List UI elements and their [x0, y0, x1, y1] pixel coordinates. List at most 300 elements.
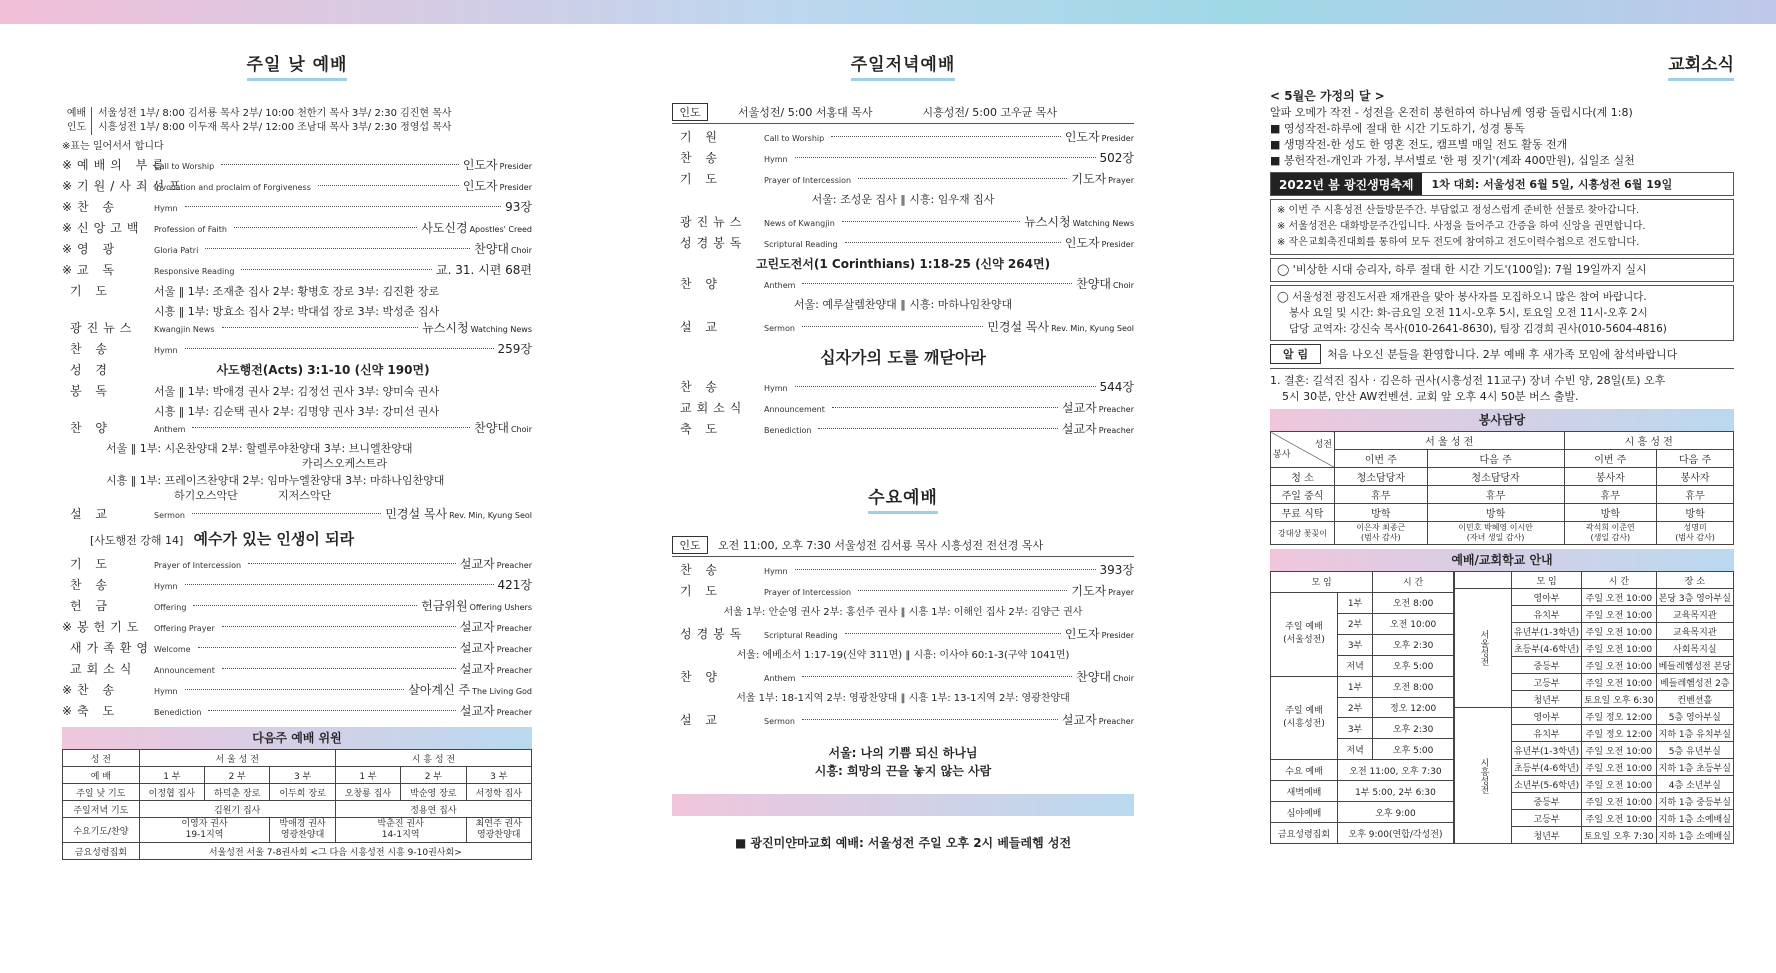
- order-label: 찬 양: [680, 670, 722, 684]
- order-item: [672, 170, 1134, 191]
- order-label: 기 도: [680, 172, 722, 186]
- order-label-en: Responsive Reading: [154, 267, 235, 276]
- order-value-en: Choir: [510, 246, 532, 255]
- order-label-en: Offering: [154, 603, 187, 612]
- evening-title: 주일저녁예배: [672, 50, 1134, 81]
- news-bullet: ■ 생명작전-한 성도 한 영혼 전도, 캠프별 매일 전도 활동 전개: [1270, 138, 1568, 151]
- news-bullet: ■ 봉헌작전-개인과 가정, 부서별로 '한 평 짓기'(계좌 400만원), 십일조 실천: [1270, 154, 1635, 167]
- wednesday-prayer-names: 서울 1부: 안순영 권사 2부: 홍선주 권사 ‖ 시흥 1부: 이해인 집사 2부: 김양근 권사: [723, 607, 1083, 618]
- order-value-en: Preacher: [496, 666, 532, 675]
- anthem-orchestra: 카리스오케스트라: [302, 457, 388, 470]
- order-value: 설교자: [1061, 713, 1097, 727]
- order-label: 축 도: [680, 422, 722, 436]
- schedule-row: 고등부 주일 오전 10:00 지하 1층 소예배실: [1454, 810, 1733, 827]
- anthem-row: [62, 419, 532, 440]
- order-value: 뉴스시청: [422, 321, 469, 335]
- order-label-en: Offering Prayer: [154, 624, 215, 633]
- seoul-times: 서울성전 1부/ 8:00 김서룡 목사 2부/ 10:00 천한기 목사 3부/ 2:30 김진현 목사: [98, 108, 452, 119]
- leader-dots: [241, 269, 432, 270]
- order-label-en: Call to Worship: [764, 134, 825, 143]
- order-value-en: Choir: [510, 425, 532, 434]
- order-value-en: Rev. Min, Kyung Seol: [1051, 324, 1134, 333]
- schedule-row: 3부 오후 2:30: [1271, 718, 1454, 739]
- festival-notes: [1270, 199, 1734, 255]
- order-value: 설교자: [459, 557, 495, 571]
- order-value: 살아계신 주: [408, 683, 471, 697]
- next-week-table: 성 전 서 울 성 전 시 흥 성 전 예 배 1 부 2 부 3 부 1 부 2 부 3 부 주일 낮 기도 이정협 집사 하덕춘 장로 이두희 장로 오창룡 집사 박순영 장로 서정학 집사 주일저녁 기도 김원기 집사 정용연 집사 수요기도/찬양 이영자 권사 19-1지역 박애경 권사 영광찬양대 박춘진 권사 14-1지역 최연주 권사 영광찬양대 금요성령집회 서울성전 서울 7-8권사회 <그 다음 시흥성전 시흥 9-10권사회>: [62, 749, 532, 860]
- schedule-row: 고등부 주일 오전 10:00 베들레헴성전 2층: [1454, 674, 1733, 691]
- order-value: 인도자: [1064, 130, 1100, 144]
- order-item: [672, 561, 1134, 582]
- evening-order-2: [672, 213, 1134, 255]
- flower-cell: 성명미 (범사 감사): [1657, 522, 1734, 545]
- wedding-note: 1. 결혼: 길석진 집사 · 김은하 권사(시흥성전 11교구) 장녀 수빈 양, 28일(토) 오후 5시 30분, 안산 AW컨벤션. 교회 앞 오후 4시 50분 버스 출발.: [1270, 368, 1734, 405]
- order-item: [672, 213, 1134, 234]
- schedule-row: 유치부 주일 오전 10:00 교육목지관: [1454, 606, 1733, 623]
- order-value-en: Rev. Min, Kyung Seol: [449, 511, 532, 520]
- wednesday-anthem-names: 서울 1부: 18-1지역 2부: 영광찬양대 ‖ 시흥 1부: 13-1지역 2부: 영광찬양대: [736, 693, 1070, 704]
- leader-dots: [192, 427, 470, 428]
- wednesday-title: 수요예배: [672, 483, 1134, 514]
- order-label: 설 교: [680, 713, 722, 727]
- schedule-row: 중등부 주일 오전 10:00 베들레헴성전 본당: [1454, 657, 1733, 674]
- schedule-row: 시흥성전 영아부 주일 정오 12:00 5층 영아부실: [1454, 708, 1733, 725]
- schedule-row: 서울성전 영아부 주일 오전 10:00 본당 3층 영아부실: [1454, 589, 1733, 606]
- order-list-2: [62, 555, 532, 723]
- order-item: [672, 420, 1134, 441]
- part-header: 3 부: [270, 767, 335, 784]
- order-label-en: Scriptural Reading: [764, 240, 838, 249]
- leader-dots: [234, 227, 417, 228]
- schedule-row: 저녁 오후 5:00: [1271, 655, 1454, 676]
- schedule-row: 2부 정오 12:00: [1271, 697, 1454, 718]
- schedule-row: 유년부(1-3학년) 주일 오전 10:00 교육목지관: [1454, 623, 1733, 640]
- order-label: 설 교: [70, 507, 112, 521]
- evening-lead: 인도 서울성전/ 5:00 서홍대 목사 시흥성전/ 5:00 고우균 목사: [672, 103, 1134, 124]
- service-times: [62, 107, 532, 135]
- order-label-en: Prayer of Intercession: [154, 561, 242, 570]
- order-label-en: Anthem: [764, 674, 796, 683]
- order-item: [62, 597, 532, 618]
- leader-dots: [185, 584, 494, 585]
- hymn-row: [62, 340, 532, 361]
- order-label-en: Announcement: [764, 405, 825, 414]
- schedule-row: 소년부(5-6학년) 주일 오전 10:00 4층 소년부실: [1454, 776, 1733, 793]
- evening-order-3: [672, 378, 1134, 441]
- order-label: ※기원/사죄선포: [62, 179, 186, 193]
- prayer-person: 서정학 집사: [466, 784, 531, 801]
- order-value-en: The Living God: [472, 687, 532, 696]
- evening-anthem-names: 서울: 예루살렘찬양대 ‖ 시흥: 마하나임찬양대: [793, 298, 1013, 311]
- leader-dots: [795, 386, 1096, 387]
- order-label-en: Sermon: [154, 511, 185, 520]
- order-label: 찬 송: [680, 151, 722, 165]
- leader-dots: [208, 710, 455, 711]
- order-item: [62, 576, 532, 597]
- leader-dots: [193, 605, 417, 606]
- order-value-en: Presider: [499, 162, 532, 171]
- news-column: [1270, 24, 1734, 964]
- order-item: [672, 399, 1134, 420]
- order-value-en: Prayer: [1108, 176, 1134, 185]
- order-label-en: Anthem: [154, 425, 186, 434]
- order-value-en: Preacher: [496, 708, 532, 717]
- order-item: [672, 275, 1134, 296]
- schedule-left: 모 임 시 간 주일 예배 (서울성전) 1부 오전 8:00 2부 오전 10:00 3부 오후 2:30 저녁 오후 5:00 주일 예배 (시흥성전) 1부 오전 8:00 2부 정오 12:00 3부 오후 2:30 저녁 오후 5:00 수요 예배 오전 11:00, 오후 7:30 새벽예배 1부 5:00, 2부 6:30 심야예배 오후 9:00 금요성령집회 오후 9:00(연합/각성전): [1270, 571, 1454, 844]
- order-value-en: Preacher: [1098, 426, 1134, 435]
- order-value: 544장: [1099, 380, 1134, 394]
- schedule-row: 주일 예배 (시흥성전) 1부 오전 8:00: [1271, 676, 1454, 697]
- leader-dots: [185, 206, 502, 207]
- order-item: [62, 505, 532, 526]
- order-value-en: Prayer: [1108, 588, 1134, 597]
- leader-dots: [831, 136, 1061, 137]
- schedule-row: 청년부 토요일 오후 7:30 지하 1층 소예배실: [1454, 827, 1733, 844]
- order-value-en: Preacher: [496, 645, 532, 654]
- order-label: 찬 송: [680, 380, 722, 394]
- order-value: 뉴스시청: [1024, 215, 1071, 229]
- schedule-row: 중등부 주일 오전 10:00 지하 1층 중등부실: [1454, 793, 1733, 810]
- order-value-en: Presider: [1101, 240, 1134, 249]
- order-label: 찬 양: [680, 277, 722, 291]
- order-value: 설교자: [459, 641, 495, 655]
- order-item: [672, 128, 1134, 149]
- order-label: ※예배의 부름: [62, 158, 169, 172]
- reading-siheung: 시흥 ‖ 1부: 김순택 권사 2부: 김명양 권사 3부: 강미선 권사: [154, 405, 440, 418]
- order-item: [672, 711, 1134, 732]
- duty-row: 주일 중식 휴무 휴무 휴무 휴무: [1271, 486, 1734, 504]
- prayer-person: 이정협 집사: [139, 784, 204, 801]
- week-header: 다음 주: [1657, 450, 1734, 468]
- order-value: 찬양대: [1076, 277, 1111, 291]
- leader-dots: [198, 647, 456, 648]
- order-item: [62, 340, 532, 361]
- sermon-row: [62, 505, 532, 526]
- order-label-en: Hymn: [764, 567, 788, 576]
- leader-dots: [222, 327, 419, 328]
- order-label-en: Invocation and proclaim of Forgiveness: [154, 183, 311, 192]
- schedule-row: 주일 예배 (서울성전) 1부 오전 8:00: [1271, 592, 1454, 613]
- order-label: ※축 도: [62, 704, 120, 718]
- leader-dots: [795, 569, 1096, 570]
- schedule-row: 3부 오후 2:30: [1271, 634, 1454, 655]
- order-label: ※봉헌기도: [62, 620, 144, 634]
- leader-dots: [858, 590, 1067, 591]
- order-label: 교회소식: [680, 401, 747, 415]
- leader-dots: [842, 221, 1020, 222]
- news-bullets: [1270, 121, 1734, 169]
- leader-dots: [802, 676, 1072, 677]
- library-line: ◯ 서울성전 광진도서관 재개관을 맞아 봉사자를 모집하오니 많은 참여 바랍니다.: [1277, 291, 1647, 303]
- order-label-en: Scriptural Reading: [764, 631, 838, 640]
- flower-cell: 곽석희 이준연 (생일 감사): [1564, 522, 1657, 545]
- schedule-row: 유치부 주일 정오 12:00 지하 1층 유치부실: [1454, 725, 1733, 742]
- evening-prayer-names: 서울: 조성운 집사 ‖ 시흥: 임우재 집사: [811, 193, 995, 206]
- order-label: ※영 광: [62, 242, 120, 256]
- leader-dots: [318, 185, 459, 186]
- order-label-en: Anthem: [764, 281, 796, 290]
- part-header: 2 부: [205, 767, 270, 784]
- evening-order-1: [672, 128, 1134, 191]
- order-value: 93장: [505, 200, 532, 214]
- leader-dots: [802, 719, 1058, 720]
- next-week-title: 다음주 예배 위원: [62, 727, 532, 749]
- wednesday-scripture: 서울: 에베소서 1:17-19(신약 311면) ‖ 시흥: 이사야 60:1-3(구약 1041면): [736, 650, 1070, 661]
- order-item: [62, 156, 532, 177]
- leader-dots: [248, 563, 456, 564]
- schedule-right: 모 임 시 간 장 소 서울성전 영아부 주일 오전 10:00 본당 3층 영아부실 유치부 주일 오전 10:00 교육목지관 유년부(1-3학년) 주일 오전 10:00 교육목지관 초등부(4-6학년) 주일 오전 10:00 사회목지실 중등부 주일 오전 10:00 베들레헴성전 본당 고등부 주일 오전 10:00 베들레헴성전 2층 청년부 토요일 오후 6:30 컨벤션홀 시흥성전 영아부 주일 정오 12:00 5층 영아부실 유치부 주일 정오 12:00 지하 1층 유치부실 유년부(1-3학년) 주일 오전 10:00 5층 유년부실 초등부(4-6학년) 주일 오전 10:00 지하 1층 초등부실 소년부(5-6학년) 주일 오전 10:00 4층 소년부실 중등부 주일 오전 10:00 지하 1층 중등부실 고등부 주일 오전 10:00 지하 1층 소예배실 청년부 토요일 오후 7:30 지하 1층 소예배실: [1454, 571, 1734, 844]
- duty-row: 무료 식탁 방학 방학 방학 방학: [1271, 504, 1734, 522]
- anthem-band-b: 지저스악단: [278, 489, 332, 502]
- sunday-day-column: [62, 24, 532, 964]
- leader-dots: [222, 668, 456, 669]
- evening-sermon: [672, 318, 1134, 339]
- order-value-en: Watching News: [470, 325, 532, 334]
- order-item: [672, 234, 1134, 255]
- times-label-2: 인도: [66, 122, 87, 133]
- prayer-person: 오창룡 집사: [335, 784, 400, 801]
- festival-note: ※ 이번 주 시흥성전 산들방문주간. 부담없고 정성스럽게 준비한 선물로 찾아갑니다.: [1277, 205, 1640, 216]
- order-value: 기도자: [1071, 172, 1107, 186]
- prayer-person: 이두희 장로: [270, 784, 335, 801]
- evening-scripture: 고린도전서(1 Corinthians) 1:18-25 (신약 264면): [755, 257, 1051, 271]
- order-value: 393장: [1099, 563, 1134, 577]
- wednesday-lead: 인도 오전 11:00, 오후 7:30 서울성전 김서룡 목사 시흥성전 전선경 목사: [672, 536, 1134, 557]
- week-header: 이번 주: [1335, 450, 1428, 468]
- order-label-en: Benediction: [764, 426, 812, 435]
- order-item: [62, 219, 532, 240]
- order-label: 기 원: [680, 130, 722, 144]
- order-item: [62, 660, 532, 681]
- top-gradient-bar: [0, 0, 1776, 24]
- news-bullet: ■ 영성작전-하루에 절대 한 시간 기도하기, 성경 통독: [1270, 122, 1525, 135]
- festival-banner: 2022년 봄 광진생명축제 1차 대회: 서울성전 6월 5일, 시흥성전 6월 19일: [1270, 172, 1734, 196]
- month-verse: 알파 오메가 작전 - 성전을 온전히 봉헌하여 하나님께 영광 돌립시다(계 1:8): [1270, 106, 1633, 119]
- flower-cell: 이은자 최종근 (범사 감사): [1335, 522, 1428, 545]
- order-item: [62, 555, 532, 576]
- week-header: 다음 주: [1427, 450, 1564, 468]
- order-label: 광진뉴스: [70, 321, 137, 335]
- leader-dots: [845, 633, 1061, 634]
- order-label: 헌 금: [70, 599, 112, 613]
- order-label-en: Hymn: [154, 346, 178, 355]
- news-row: [62, 319, 532, 340]
- part-header: 1 부: [335, 767, 400, 784]
- siheung-times: 시흥성전 1부/ 8:00 이두재 목사 2부/ 12:00 조남대 목사 3부/ 2:30 정영섭 목사: [98, 122, 452, 133]
- order-value: 인도자: [1064, 627, 1100, 641]
- order-item: [62, 177, 532, 198]
- sermon-title-line: [사도행전 강해 14] 예수가 있는 인생이 되라: [90, 530, 355, 548]
- schedule-row: 초등부(4-6학년) 주일 오전 10:00 사회목지실: [1454, 640, 1733, 657]
- order-item: [62, 618, 532, 639]
- order-label: ※찬 송: [62, 200, 120, 214]
- order-value-en: Preacher: [496, 561, 532, 570]
- prayer-siheung: 시흥 ‖ 1부: 방효소 집사 2부: 박대섭 장로 3부: 박성준 집사: [154, 305, 440, 318]
- library-line: 담당 교역자: 강신숙 목사(010-2641-8630), 팀장 김경희 권사(010-5604-4816): [1289, 323, 1667, 335]
- order-value-en: Preacher: [1098, 717, 1134, 726]
- order-value: 찬양대: [474, 242, 509, 256]
- order-value-en: Watching News: [1072, 219, 1134, 228]
- evening-column: [672, 24, 1134, 964]
- order-list-1: [62, 156, 532, 282]
- order-label-en: Gloria Patri: [154, 246, 199, 255]
- schedule-row: 저녁 오후 5:00: [1271, 739, 1454, 760]
- order-item: [672, 582, 1134, 603]
- wednesday-divider: [672, 794, 1134, 816]
- order-value-en: Presider: [1101, 631, 1134, 640]
- order-label: 교회소식: [70, 662, 137, 676]
- order-label-en: Prayer of Intercession: [764, 176, 852, 185]
- order-item: [62, 319, 532, 340]
- wednesday-sermon: [672, 711, 1134, 732]
- order-label: 기 도: [680, 584, 722, 598]
- leader-dots: [845, 242, 1061, 243]
- order-item: [62, 681, 532, 702]
- order-label: 찬 송: [680, 563, 722, 577]
- order-label: 찬 송: [70, 342, 112, 356]
- order-label: 새가족환영: [70, 641, 153, 655]
- leader-dots: [185, 348, 494, 349]
- schedule-row: 청년부 토요일 오후 6:30 컨벤션홀: [1454, 691, 1733, 708]
- order-label-en: Hymn: [764, 384, 788, 393]
- order-label-en: Benediction: [154, 708, 202, 717]
- order-value-en: Choir: [1112, 281, 1134, 290]
- part-header: 3 부: [466, 767, 531, 784]
- order-value: 기도자: [1071, 584, 1107, 598]
- service-duty-title: 봉사담당: [1270, 409, 1734, 431]
- order-item: [672, 625, 1134, 646]
- order-value: 설교자: [459, 662, 495, 676]
- wednesday-titles: 서울: 나의 기쁨 되신 하나님 시흥: 희망의 끈을 놓지 않는 사람: [814, 746, 992, 778]
- order-label-en: Hymn: [154, 687, 178, 696]
- times-label: 예배: [66, 108, 87, 119]
- order-item: [62, 419, 532, 440]
- order-item: [62, 198, 532, 219]
- leader-dots: [205, 248, 470, 249]
- anthem-band-a: 하기오스악단: [174, 489, 238, 502]
- part-header: 2 부: [401, 767, 466, 784]
- order-item: [62, 261, 532, 282]
- alert-row: 알 림 처음 나오신 분들을 환영합니다. 2부 예배 후 새가족 모임에 참석바랍니다: [1270, 344, 1734, 364]
- order-label: 기 도: [70, 557, 112, 571]
- prayer-row: 기 도 서울 ‖ 1부: 조재춘 집사 2부: 황병호 장로 3부: 김진환 장로: [70, 284, 440, 298]
- leader-dots: [802, 326, 983, 327]
- order-value: 설교자: [1061, 422, 1097, 436]
- order-value-en: Offering Ushers: [469, 603, 532, 612]
- schedule-row: 심야예배 오후 9:00: [1271, 802, 1454, 823]
- anthem-siheung: 시흥 ‖ 1부: 프레이즈찬양대 2부: 임마누엘찬양대 3부: 마하나임찬양대: [106, 474, 445, 487]
- leader-dots: [221, 164, 459, 165]
- order-value-en: Presider: [499, 183, 532, 192]
- festival-note: ※ 서울성전은 대화방문주간입니다. 사정을 들어주고 간증을 하여 신앙을 권면합니다.: [1277, 221, 1646, 232]
- order-value: 찬양대: [474, 421, 509, 435]
- prayer-note: ◯ '비상한 시대 승리자, 하루 절대 한 시간 기도'(100일): 7월 19일까지 실시: [1270, 258, 1734, 282]
- month-theme: < 5월은 가정의 달 >: [1270, 89, 1385, 103]
- order-value: 설교자: [1061, 401, 1097, 415]
- library-note: [1270, 285, 1734, 341]
- order-label: 설 교: [680, 320, 722, 334]
- order-value: 민경설 목사: [987, 320, 1050, 334]
- sunday-day-title: 주일 낮 예배: [62, 50, 532, 81]
- myanmar-church-note: ■ 광진미얀마교회 예배: 서울성전 주일 오후 2시 베들레헴 성전: [734, 836, 1072, 850]
- order-value: 인도자: [1064, 236, 1100, 250]
- schedule-tables: [1270, 571, 1734, 844]
- order-item: [672, 668, 1134, 689]
- order-label-en: Hymn: [154, 204, 178, 213]
- festival-note: ※ 작은교회축진대회를 통하여 모두 전도에 참여하고 전도이력수첩으로 전도합니다.: [1277, 237, 1640, 248]
- schedule-title: 예배/교회학교 안내: [1270, 549, 1734, 571]
- order-value-en: Presider: [1101, 134, 1134, 143]
- part-header: 1 부: [139, 767, 204, 784]
- order-label: 성경봉독: [680, 236, 747, 250]
- order-label: 찬 양: [70, 421, 112, 435]
- wednesday-anthem: [672, 668, 1134, 689]
- order-value: 인도자: [462, 179, 498, 193]
- leader-dots: [802, 283, 1072, 284]
- reading-row: 봉 독 서울 ‖ 1부: 박애경 권사 2부: 김정선 권사 3부: 양미숙 권사: [70, 384, 440, 398]
- order-label: 광진뉴스: [680, 215, 747, 229]
- order-label-en: Prayer of Intercession: [764, 588, 852, 597]
- schedule-row: 금요성령집회 오후 9:00(연합/각성전): [1271, 823, 1454, 844]
- order-label: 성경봉독: [680, 627, 747, 641]
- order-value-en: Preacher: [1098, 405, 1134, 414]
- order-value: 421장: [497, 578, 532, 592]
- leader-dots: [818, 428, 1057, 429]
- order-value-en: Apostles' Creed: [469, 225, 532, 234]
- order-label-en: Kwangjin News: [154, 325, 215, 334]
- flower-cell: 이민호 박혜영 이시안 (자녀 생일 감사): [1427, 522, 1564, 545]
- evening-sermon-title: 십자가의 도를 깨닫아라: [820, 348, 986, 367]
- news-title: 교회소식: [1270, 50, 1734, 75]
- order-item: [672, 149, 1134, 170]
- order-value-en: Preacher: [496, 624, 532, 633]
- leader-dots: [192, 513, 381, 514]
- order-label-en: Sermon: [764, 324, 795, 333]
- order-label-en: Call to Worship: [154, 162, 215, 171]
- order-value: 인도자: [462, 158, 498, 172]
- order-value: 설교자: [459, 620, 495, 634]
- leader-dots: [222, 626, 456, 627]
- schedule-row: 유년부(1-3학년) 주일 오전 10:00 5층 유년부실: [1454, 742, 1733, 759]
- order-label-en: Sermon: [764, 717, 795, 726]
- order-label: 찬 송: [70, 578, 112, 592]
- schedule-row: 수요 예배 오전 11:00, 오후 7:30: [1271, 760, 1454, 781]
- leader-dots: [858, 178, 1067, 179]
- schedule-row: 2부 오전 10:00: [1271, 613, 1454, 634]
- duty-row: 청 소 청소담당자 청소담당자 봉사자 봉사자: [1271, 468, 1734, 486]
- prayer-person: 박순영 장로: [401, 784, 466, 801]
- prayer-person: 하덕춘 장로: [205, 784, 270, 801]
- order-item: [62, 639, 532, 660]
- wednesday-reading: [672, 625, 1134, 646]
- order-value: 502장: [1099, 151, 1134, 165]
- order-value: 민경설 목사: [385, 507, 448, 521]
- order-label-en: Profession of Faith: [154, 225, 227, 234]
- leader-dots: [185, 689, 405, 690]
- news-body: [1270, 87, 1734, 405]
- order-value: 헌금위원: [421, 599, 468, 613]
- schedule-row: 새벽예배 1부 5:00, 2부 6:30: [1271, 781, 1454, 802]
- order-label-en: Hymn: [764, 155, 788, 164]
- wednesday-order-1: [672, 561, 1134, 603]
- order-item: [672, 378, 1134, 399]
- order-label: ※찬 송: [62, 683, 120, 697]
- schedule-row: 초등부(4-6학년) 주일 오전 10:00 지하 1층 초등부실: [1454, 759, 1733, 776]
- leader-dots: [832, 407, 1058, 408]
- order-item: [62, 702, 532, 723]
- order-item: [62, 240, 532, 261]
- order-label-en: Welcome: [154, 645, 191, 654]
